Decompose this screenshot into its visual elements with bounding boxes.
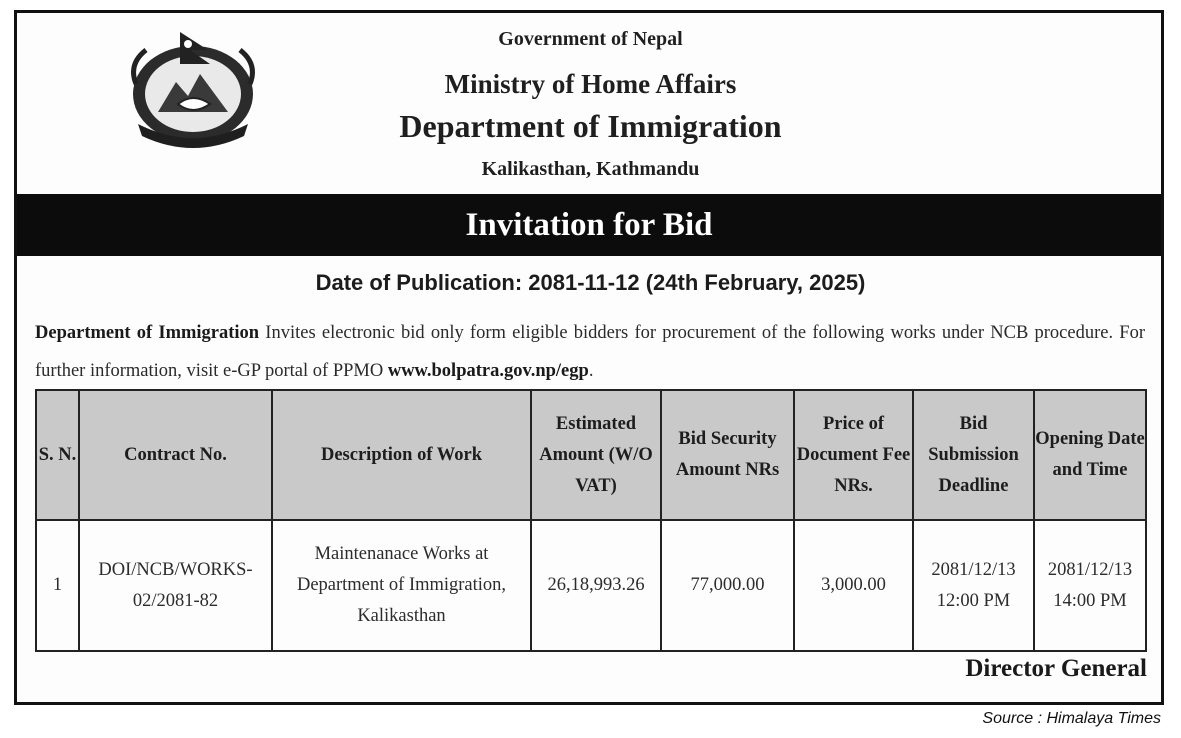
cell-opening — [1034, 520, 1146, 651]
cell-estimated: 26,18,993.26 — [531, 520, 661, 651]
ministry-heading: Ministry of Home Affairs — [444, 69, 737, 99]
location-heading: Kalikasthan, Kathmandu — [481, 158, 700, 180]
intro-org: Department of Immigration — [35, 323, 260, 343]
banner-title: Invitation for Bid — [465, 206, 713, 243]
signature: Director General — [965, 655, 1147, 682]
publication-date: Date of Publication: 2081-11-12 (24th February, 2025) — [315, 270, 866, 295]
opening-date: 2081/12/13 — [1047, 559, 1133, 580]
table-row — [36, 520, 1146, 651]
header-sn: S. N. — [36, 390, 79, 520]
cell-sn: 1 — [36, 520, 79, 651]
portal-link: www.bolpatra.gov.np/egp — [387, 361, 589, 381]
department-heading: Department of Immigration — [399, 108, 782, 144]
header-security: Bid Security Amount NRs — [661, 390, 794, 520]
intro-end: . — [588, 361, 594, 381]
table-header-row — [36, 390, 1146, 520]
intro-text: Invites electronic bid only form eligible bidders for procurement of the following works under NCB procedure. For further information, visit e-GP portal of PPMO — [35, 323, 1145, 381]
cell-security: 77,000.00 — [661, 520, 794, 651]
header-estimated: Estimated Amount (W/O VAT) — [531, 390, 661, 520]
cell-contract: DOI/NCB/WORKS-02/2081-82 — [79, 520, 272, 651]
cell-deadline — [913, 520, 1034, 651]
intro-paragraph — [35, 314, 1145, 390]
header-opening: Opening Date and Time — [1034, 390, 1146, 520]
cell-price: 3,000.00 — [794, 520, 913, 651]
header-contract: Contract No. — [79, 390, 272, 520]
cell-description: Maintenanace Works at Department of Immigration, Kalikasthan — [272, 520, 531, 651]
header-price: Price of Document Fee NRs. — [794, 390, 913, 520]
header-deadline: Bid Submission Deadline — [913, 390, 1034, 520]
deadline-date: 2081/12/13 — [931, 559, 1016, 580]
opening-time: 14:00 PM — [1053, 590, 1127, 611]
source-credit: Source : Himalaya Times — [982, 710, 1161, 727]
government-heading: Government of Nepal — [498, 28, 683, 50]
bid-table — [35, 389, 1147, 652]
title-banner — [17, 194, 1161, 256]
header-description: Description of Work — [272, 390, 531, 520]
deadline-time: 12:00 PM — [936, 590, 1011, 611]
